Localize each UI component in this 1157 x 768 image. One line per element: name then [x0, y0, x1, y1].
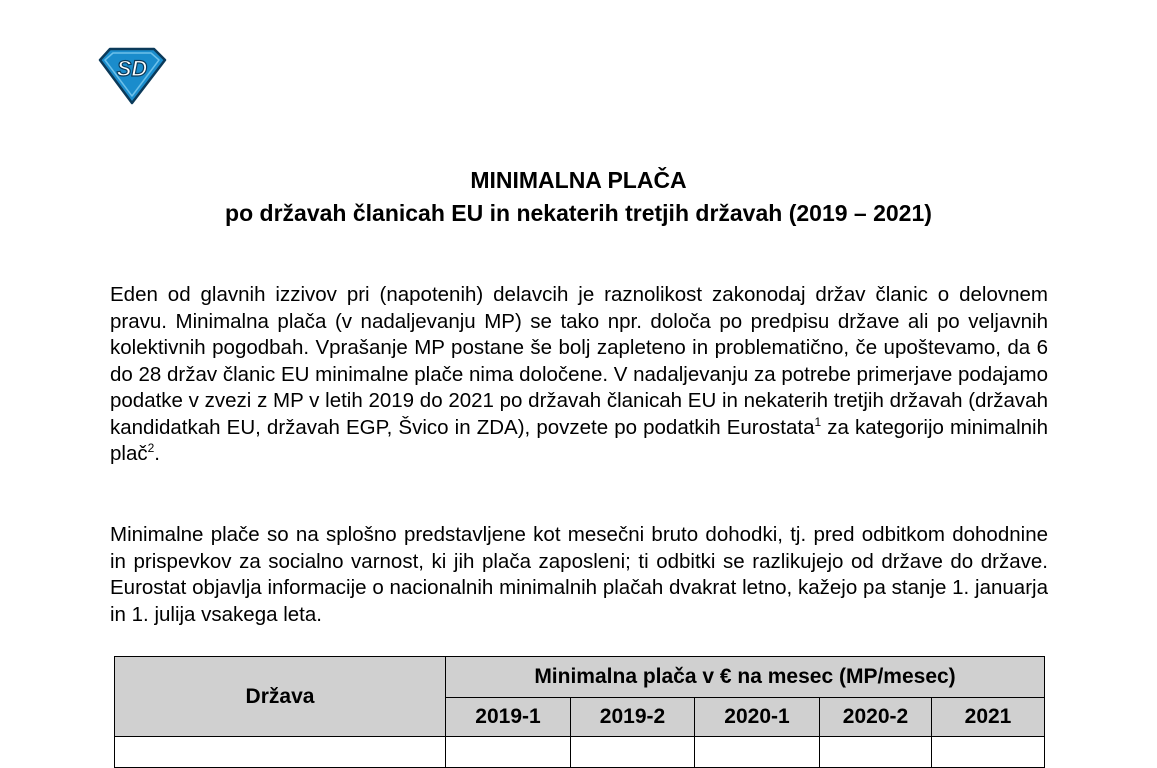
wage-table — [114, 656, 1045, 768]
header-group: Minimalna plača v € na mesec (MP/mesec) — [446, 657, 1045, 698]
logo-text: SD — [116, 56, 148, 81]
minimum-wage-table — [114, 656, 1045, 768]
document-title — [0, 164, 1157, 230]
table-cell — [446, 737, 571, 768]
logo-emblem — [96, 46, 168, 106]
header-period: 2019-2 — [571, 698, 695, 737]
table-cell — [932, 737, 1045, 768]
title-line-1: MINIMALNA PLAČA — [470, 167, 687, 193]
intro-text-a: Eden od glavnih izzivov pri (napotenih) delavcih je raznolikost zakonodaj držav članic o delovnem pravu. Minimalna plača (v nadaljevanju MP) se tako npr. določa po predpisu države ali po veljavnih kolektivnih pogodbah. Vprašanje MP postane še bolj zapleteno in problematično, če upoštevamo, da 6 do 28 držav članic EU minimalne plače nima določene. V nadaljevanju za potrebe primerjave podajamo podatke v zvezi z MP v letih 2019 do 2021 po državah članicah EU in nekaterih tretjih državah (državah kandidatkah EU, državah EGP, Švico in ZDA), povzete po podatkih Eurostata — [110, 283, 1048, 439]
footnote-ref-2[interactable]: 2 — [147, 441, 155, 455]
intro-text-b: za kategorijo minimalnih plač — [110, 415, 1048, 465]
header-period: 2021 — [932, 698, 1045, 737]
second-paragraph: Minimalne plače so na splošno predstavljene kot mesečni bruto dohodki, tj. pred odbitkom dohodnine in prispevkov za socialno varnost, ki jih plača zaposleni; ti odbitki se razlikujejo od države do države. Eurostat objavlja informacije o nacionalnih minimalnih plačah dvakrat letno, kažejo pa stanje 1. januarja in 1. julija vsakega leta. — [110, 523, 1048, 626]
intro-text-c: . — [154, 442, 160, 465]
table-cell — [115, 737, 446, 768]
table-row — [115, 737, 1045, 768]
header-period: 2019-1 — [446, 698, 571, 737]
title-line-2: po državah članicah EU in nekaterih tretjih državah (2019 – 2021) — [225, 200, 932, 226]
logo — [96, 46, 168, 106]
table-cell — [695, 737, 820, 768]
header-period: 2020-1 — [695, 698, 820, 737]
footnote-ref-1[interactable]: 1 — [814, 414, 822, 429]
intro-paragraph — [110, 282, 1048, 468]
header-country: Država — [115, 657, 446, 737]
table-cell — [571, 737, 695, 768]
table-cell — [820, 737, 932, 768]
header-period: 2020-2 — [820, 698, 932, 737]
table-header-row — [115, 657, 1045, 698]
